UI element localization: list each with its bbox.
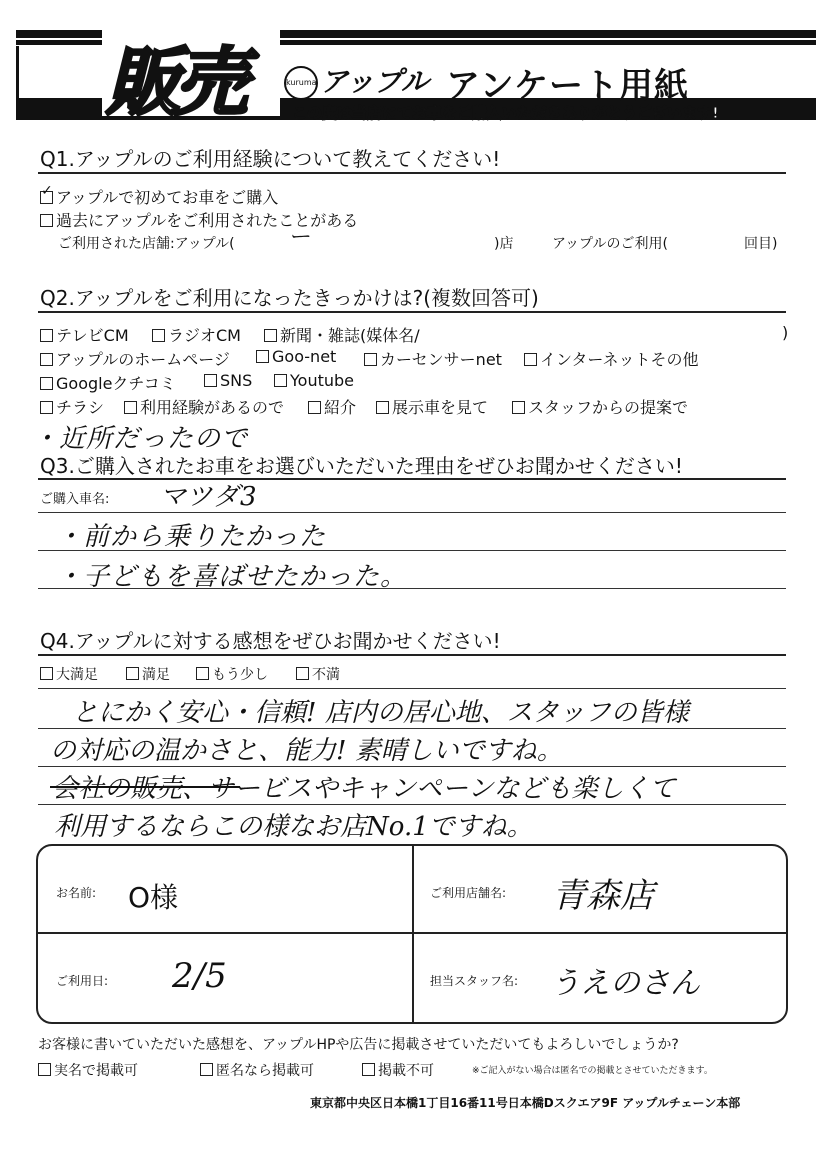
checkbox-icon[interactable]	[308, 401, 321, 414]
checkbox-icon[interactable]	[364, 353, 377, 366]
q3-answer-line	[38, 550, 786, 551]
store-label: ご利用店舗名:	[430, 886, 507, 900]
checkbox-icon[interactable]	[38, 1063, 51, 1076]
checkbox-icon[interactable]	[40, 377, 53, 390]
q2-option-goonet[interactable]: Goo-net	[256, 347, 336, 366]
q4-comment-line-4: 利用するならこの様なお店No.1ですね。	[54, 812, 533, 842]
q1-store-label: ご利用された店舗:アップル(	[58, 236, 235, 252]
checkbox-icon[interactable]	[152, 329, 165, 342]
checkbox-icon[interactable]	[296, 667, 309, 680]
checkbox-icon[interactable]	[40, 214, 53, 227]
q4-answer-line	[38, 804, 786, 805]
footer-address: 東京都中央区日本橋1丁目16番11号日本橋Dスクエア9F アップルチェーン本部	[310, 1096, 741, 1110]
checkbox-icon[interactable]	[40, 329, 53, 342]
q3-answer-line	[38, 588, 786, 589]
q2-handwritten-answer: ・近所だったので	[32, 424, 249, 454]
q1-store-value: ー	[288, 225, 311, 250]
q2-rule	[38, 311, 786, 313]
checkbox-icon[interactable]	[376, 401, 389, 414]
q2-option-experience[interactable]: 利用経験があるので	[124, 395, 284, 418]
q4-answer-line	[38, 728, 786, 729]
q2-option-homepage[interactable]: アップルのホームページ	[40, 347, 230, 370]
name-value[interactable]: O様	[128, 881, 179, 914]
checkbox-icon[interactable]	[40, 353, 53, 366]
store-value[interactable]: 青森店	[552, 876, 654, 916]
q4-question: Q4.アップルに対する感想をぜひお聞かせください!	[40, 629, 501, 653]
q2-option-referral[interactable]: 紹介	[308, 395, 356, 418]
customer-info-table	[36, 844, 788, 1024]
q4-comment-line-1: とにかく安心・信頼! 店内の居心地、スタッフの皆様	[72, 698, 689, 728]
q4-rating-somewhat[interactable]: もう少し	[196, 664, 268, 684]
checkbox-icon[interactable]	[362, 1063, 375, 1076]
brand-logo: アップル	[320, 65, 429, 98]
table-horizontal-divider	[38, 932, 786, 934]
consent-question: お客様に書いていただいた感想を、アップルHPや広告に掲載させていただいてもよろしいでしょうか?	[38, 1037, 679, 1053]
q4-rating-satisfied[interactable]: 満足	[126, 664, 170, 684]
header-banner	[16, 30, 816, 126]
q3-car-label: ご購入車名:	[40, 492, 110, 507]
checkbox-icon[interactable]	[196, 667, 209, 680]
q1-usage-label: アップルのご利用(	[552, 236, 668, 252]
q2-option-showroom[interactable]: 展示車を見て	[376, 395, 488, 418]
q4-comment-line-2: の対応の温かさと、能力! 素晴しいですね。	[50, 736, 563, 766]
q4-rating-very-satisfied[interactable]: 大満足	[40, 664, 98, 684]
date-label: ご利用日:	[56, 974, 109, 988]
q3-car-value: マツダ3	[160, 482, 258, 512]
q4-strikethrough	[50, 786, 240, 788]
q3-reason-2: ・子どもを喜ばせたかった。	[56, 562, 408, 592]
consent-option-anonymous[interactable]: 匿名なら掲載可	[200, 1060, 314, 1080]
checkbox-icon[interactable]	[512, 401, 525, 414]
q1-usage-suffix: 回目)	[744, 236, 778, 252]
q1-option-used-before[interactable]: 過去にアップルをご利用されたことがある	[40, 208, 358, 231]
q4-rating-unsatisfied[interactable]: 不満	[296, 664, 340, 684]
q1-question: Q1.アップルのご利用経験について教えてください!	[40, 147, 501, 171]
q2-question: Q2.アップルをご利用になったきっかけは?(複数回答可)	[40, 286, 539, 310]
q3-question: Q3.ご購入されたお車をお選びいただいた理由をぜひお聞かせください!	[40, 454, 683, 478]
q4-answer-line	[38, 766, 786, 767]
checkbox-icon[interactable]	[204, 374, 217, 387]
q2-newspaper-close: )	[782, 323, 789, 342]
q4-answer-line	[38, 688, 786, 689]
q4-rule	[38, 654, 786, 656]
q1-store-suffix: )店	[494, 236, 514, 252]
checkbox-icon[interactable]	[264, 329, 277, 342]
q2-option-google[interactable]: Googleクチコミ	[40, 371, 176, 394]
checkbox-icon[interactable]	[274, 374, 287, 387]
q2-option-tv[interactable]: テレビCM	[40, 323, 129, 346]
header-kanji-title: 販売	[102, 30, 280, 116]
q1-option-first-purchase[interactable]: ✓ アップルで初めてお車をご購入	[41, 183, 279, 207]
checkbox-icon[interactable]	[40, 401, 53, 414]
checkbox-icon[interactable]: ✓	[40, 191, 53, 204]
checkbox-icon[interactable]	[126, 667, 139, 680]
checkbox-icon[interactable]	[40, 667, 53, 680]
checkbox-icon[interactable]	[524, 353, 537, 366]
brand-badge-icon: kuruma	[284, 66, 318, 100]
q1-rule	[38, 172, 786, 174]
q3-rule	[38, 478, 786, 480]
q3-reason-1: ・前から乗りたかった	[56, 522, 327, 552]
q2-option-internet[interactable]: インターネットその他	[524, 347, 699, 370]
consent-option-real-name[interactable]: 実名で掲載可	[38, 1060, 138, 1080]
q2-option-staff[interactable]: スタッフからの提案で	[512, 395, 688, 418]
q2-option-carsensor[interactable]: カーセンサーnet	[364, 347, 502, 370]
checkbox-icon[interactable]	[200, 1063, 213, 1076]
q2-option-radio[interactable]: ラジオCM	[152, 323, 241, 346]
table-vertical-divider	[412, 846, 414, 1022]
consent-option-no[interactable]: 掲載不可	[362, 1060, 434, 1080]
page-title: アンケート用紙	[446, 66, 689, 106]
name-label: お名前:	[56, 886, 97, 900]
q2-option-sns[interactable]: SNS	[204, 371, 252, 390]
consent-note: ※ご記入がない場合は匿名での掲載とさせていただきます。	[472, 1066, 713, 1076]
date-value[interactable]: 2/5	[172, 956, 227, 996]
q4-comment-line-3: 会社の販売、サービスやキャンペーンなども楽しくて	[52, 774, 676, 804]
q3-answer-line	[38, 512, 786, 513]
staff-value[interactable]: うえのさん	[550, 966, 700, 1001]
header-subtitle: この度は当店にてお車をご購入いただきありがとうございます!	[292, 104, 719, 122]
q2-option-flyer[interactable]: チラシ	[40, 395, 104, 418]
checkbox-icon[interactable]	[124, 401, 137, 414]
q2-option-newspaper[interactable]: 新聞・雑誌(媒体名/	[264, 323, 420, 346]
checkbox-icon[interactable]	[256, 350, 269, 363]
q2-option-youtube[interactable]: Youtube	[274, 371, 354, 390]
staff-label: 担当スタッフ名:	[430, 974, 519, 988]
